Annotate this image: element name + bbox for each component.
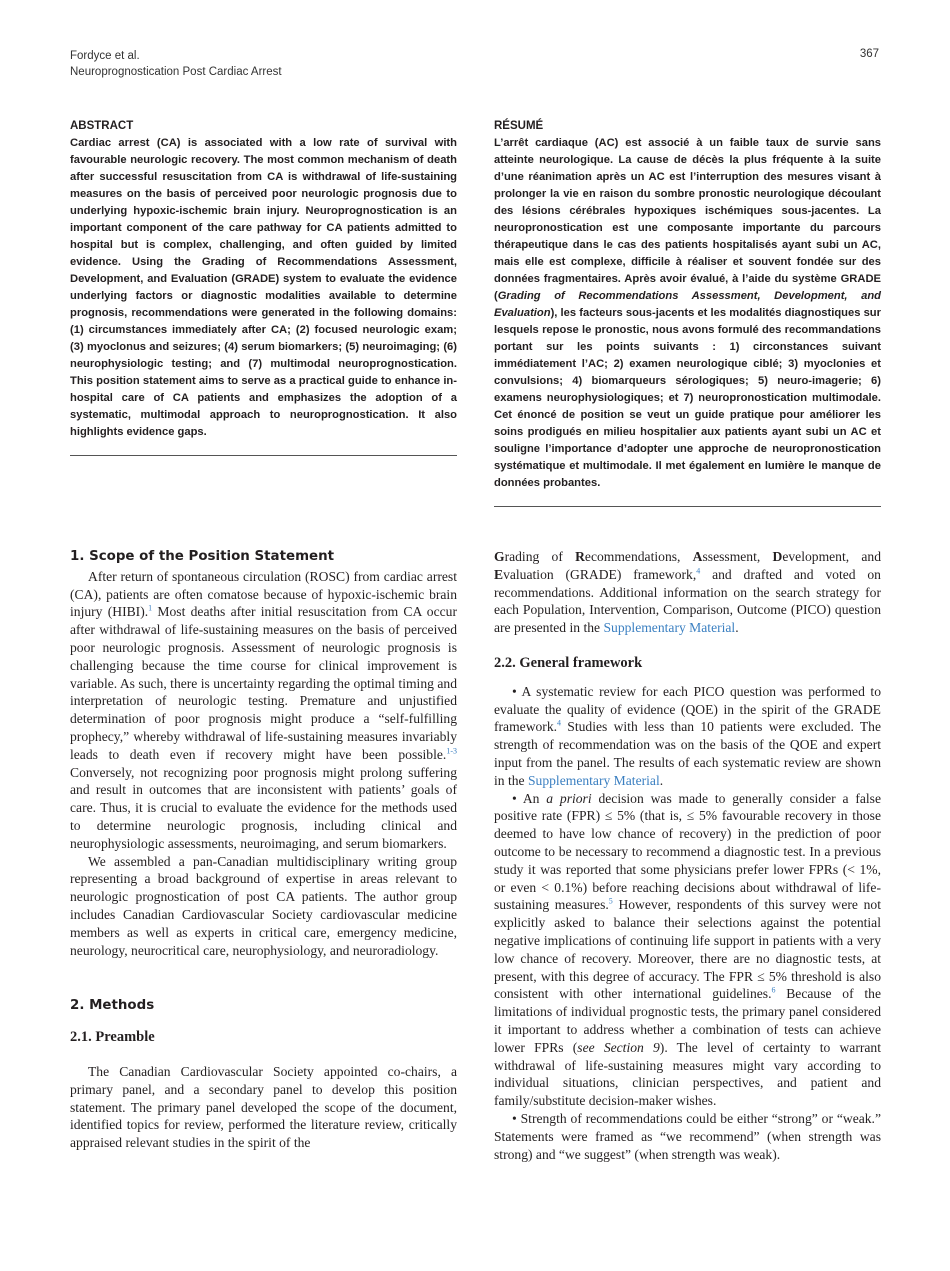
spacer	[70, 1017, 457, 1029]
citation-link[interactable]: 1	[148, 603, 153, 613]
text-run: Most deaths after initial resuscitation from CA occur after withdrawal of life-sustaining measures on the basis of perceived poor neurologic prognosis. Assessment of neurologic prognosis is challenging because the time course for clinical improvement is variable. As such, there is uncertainty regarding the optimal timing and interpretation of neurologic testing. Premature and unjustified determination of poor prognosis might produce a “self-fulfilling prophecy,” whereby withdrawal of life-sustaining measures invariably leads to death even if recovery might have been possible.	[70, 604, 458, 762]
resume-text	[494, 135, 881, 492]
text-run: R	[575, 549, 585, 564]
framework-bullet-2	[494, 790, 881, 1110]
text-run: evelopment, and	[782, 549, 881, 564]
text-run: rading of	[504, 549, 576, 564]
text-run: G	[494, 549, 505, 564]
citation-link[interactable]: 5	[608, 896, 613, 906]
abstract-english	[70, 120, 457, 456]
text-run: However, respondents of this survey were not explicitly asked to balance their selections against the potential negative implications of continuing life support in patients with a very low chance of recovery. Moreover, there are no diagnostic tests, at present, with this degree of accuracy. The FPR ≤ 5% threshold is also consistent with other international guidelines.	[494, 897, 882, 1002]
section-1-heading: 1. Scope of the Position Statement	[70, 549, 335, 564]
text-run: E	[494, 566, 504, 582]
subsection-2-1-paragraph-continued	[494, 548, 881, 637]
text-run: • An	[512, 790, 547, 806]
abstract-french	[494, 120, 881, 507]
text-run: Because of the limitations of individual prognostic tests, the primary panel considered it important to address whether a combination of tests can achieve lower FPRs (	[494, 986, 881, 1055]
running-head	[70, 48, 282, 80]
text-run: and drafted and voted on recommendations. Additional information on the search strategy for each Population, Intervention, Comparison, Outcome (PICO) question are presented in the	[494, 566, 881, 636]
citation-link[interactable]: 6	[771, 985, 776, 995]
body-column-left	[70, 548, 457, 1152]
text-run: Conversely, not recognizing poor prognosis might prolong suffering and result in outcomes that are inconsistent with patients’ goals of care. Thus, it is crucial to evaluate the evidence for the methods used to determine neurologic prognosis, including clinical and neurophysiologic assessments, neuroimaging, and serum biomarkers.	[70, 764, 457, 851]
subsection-2-1-heading: 2.1. Preamble	[70, 1029, 155, 1046]
framework-bullet-3: • Strength of recommendations could be either “strong” or “weak.” Statements were framed as “we recommend” (when strength was strong) and “we suggest” (when strength was weak).	[494, 1110, 881, 1162]
citation-link[interactable]: 4	[696, 566, 701, 576]
supplementary-material-link[interactable]: Supplementary Material	[603, 620, 736, 636]
abstract-heading: ABSTRACT	[70, 120, 134, 132]
running-head-title: Neuroprognostication Post Cardiac Arrest	[70, 66, 282, 78]
body-column-right	[494, 548, 881, 1163]
subsection-2-2-heading: 2.2. General framework	[494, 654, 643, 671]
subsection-2-1-paragraph: The Canadian Cardiovascular Society appointed co-chairs, a primary panel, and a secondary panel to develop this position statement. The primary panel developed the scope of the document, identified topics for review, performed the literature review, critically appraised relevant studies in the spirit of the	[70, 1063, 457, 1151]
resume-heading: RÉSUMÉ	[494, 120, 544, 132]
text-run: After return of spontaneous circulation (ROSC) from cardiac arrest (CA), patients are often comatose because of hypoxic-ischemic brain injury (HIBI).	[70, 568, 457, 620]
supplementary-material-link[interactable]: Supplementary Material	[527, 772, 660, 788]
resume-text-part-1: L’arrêt cardiaque (AC) est associé à un faible taux de survie sans atteinte neurologique. La cause de décès la plus fréquente à la suite d’une réanimation après un AC est l’interruption des mesures visant à prolonger la vie en raison du sombre pronostic neurologique découlant des lésions cérébrales hypoxiques ischémiques sous-jacentes. La neuropronostication est une composante importante du parcours thérapeutique dans le cas des patients hospitalisés ayant subi un AC, mais elle est complexe, difficile à réaliser et souvent fondée sur des données fragmentaires. Après avoir évalué, à l’aide du système GRADE (	[494, 137, 881, 302]
section-9-crossref: see Section 9	[577, 1039, 660, 1055]
text-run: .	[659, 772, 664, 788]
resume-text-italic: Grading of Recommendations Assessment, Development, and Evaluation	[494, 290, 881, 319]
text-run: Studies with less than 10 patients were excluded. The strength of recommendation was on the basis of the QOE and expert input from the panel. The results of each systematic review are shown in the	[494, 719, 881, 788]
text-run: ssessment,	[702, 549, 773, 564]
text-run: ). The level of certainty to warrant withdrawal of life-sustaining measures might vary according to individual situations, clinician perspectives, and patient and family/substitute decision-maker wishes.	[494, 1039, 881, 1109]
abstract-text: Cardiac arrest (CA) is associated with a low rate of survival with favourable neurologic recovery. The most common mechanism of death after successful resuscitation from CA is withdrawal of life-sustaining measures on the basis of perceived poor neurologic prognosis due to underlying hypoxic-ischemic brain injury. Neuroprognostication is an important component of the care pathway for CA patients admitted to hospital but is complex, challenging, and often guided by limited evidence. Using the Grading of Recommendations Assessment, Development, and Evaluation (GRADE) system to evaluate the evidence underlying factors or diagnostic modalities available to determine prognosis, recommendations were generated in the following domains: (1) circumstances immediately after CA; (2) focused neurologic exam; (3) myoclonus and seizures; (4) serum biomarkers; (5) neuroimaging; (6) neurophysiologic testing; and (7) multimodal neuroprognostication. This position statement aims to serve as a practical guide to enhance in-hospital care of CA patients and emphasizes the adoption of a systematic, multimodal approach to neuroprognostication. It also highlights evidence gaps.	[70, 137, 457, 438]
text-run: valuation (GRADE) framework,	[503, 566, 697, 582]
text-run: .	[735, 620, 739, 636]
citation-link[interactable]: 4	[557, 718, 562, 728]
section-1-paragraph-2: We assembled a pan-Canadian multidisciplinary writing group representing a broad background of expertise in areas relevant to neurologic prognostication of post CA patients. The author group includes Canadian Cardiovascular Society cardiovascular medicine members as well as experts in critical care, emergency medicine, neurology, neurocritical care, neurophysiology, and neuroradiology.	[70, 853, 457, 958]
page-number: 367	[859, 48, 879, 60]
running-head-authors: Fordyce et al.	[70, 50, 140, 62]
spacer	[494, 637, 881, 655]
resume-text-part-2: ), les facteurs sous-jacents et les modalités diagnostiques sur lesquels repose le pronostic, nous avons formulé des recommandations portant sur les points suivants : 1) circonstances suivant immédiatement l’AC; 2) examen neurologique ciblé; 3) myoclonies et convulsions; 4) biomarqueurs sérologiques; 5) neuro-imagerie; 6) examens neurophysiologiques; et 7) neuropronostication multimodale. Cet énoncé de position se veut un guide pratique pour améliorer les soins prodigués en milieu hospitalier aux patients ayant subi un AC et souligne l’importance d’adopter une approche de neuropronostication systématique et multimodale. Il met également en lumière le manque de données probantes.	[494, 307, 881, 489]
section-1-paragraph-1	[70, 568, 457, 853]
resume-divider	[494, 506, 881, 507]
section-2-heading: 2. Methods	[70, 998, 155, 1014]
text-run: A	[692, 549, 703, 564]
framework-bullet-1	[494, 683, 881, 790]
text-run: ecommendations,	[584, 549, 693, 564]
text-run: D	[772, 549, 783, 564]
spacer	[70, 959, 457, 997]
text-run: • A systematic review for each PICO question was performed to evaluate the quality of evidence (QOE) in the spirit of the GRADE framework.	[494, 683, 881, 735]
abstract-divider	[70, 455, 457, 456]
text-run: decision was made to generally consider a false positive rate (FPR) ≤ 5% (that is, ≤ 5% favourable recovery in those deemed to have low chance of recovery) in the prediction of poor outcome to be necessary to recommend a diagnostic test. In a previous study it was reported that some physicians prefer lower FPRs (< 1%, or even < 0.1%) before reaching decisions about withdrawal of life-sustaining measures.	[494, 790, 881, 913]
text-run: a priori	[546, 790, 592, 806]
citation-link[interactable]: 1-3	[446, 746, 457, 756]
